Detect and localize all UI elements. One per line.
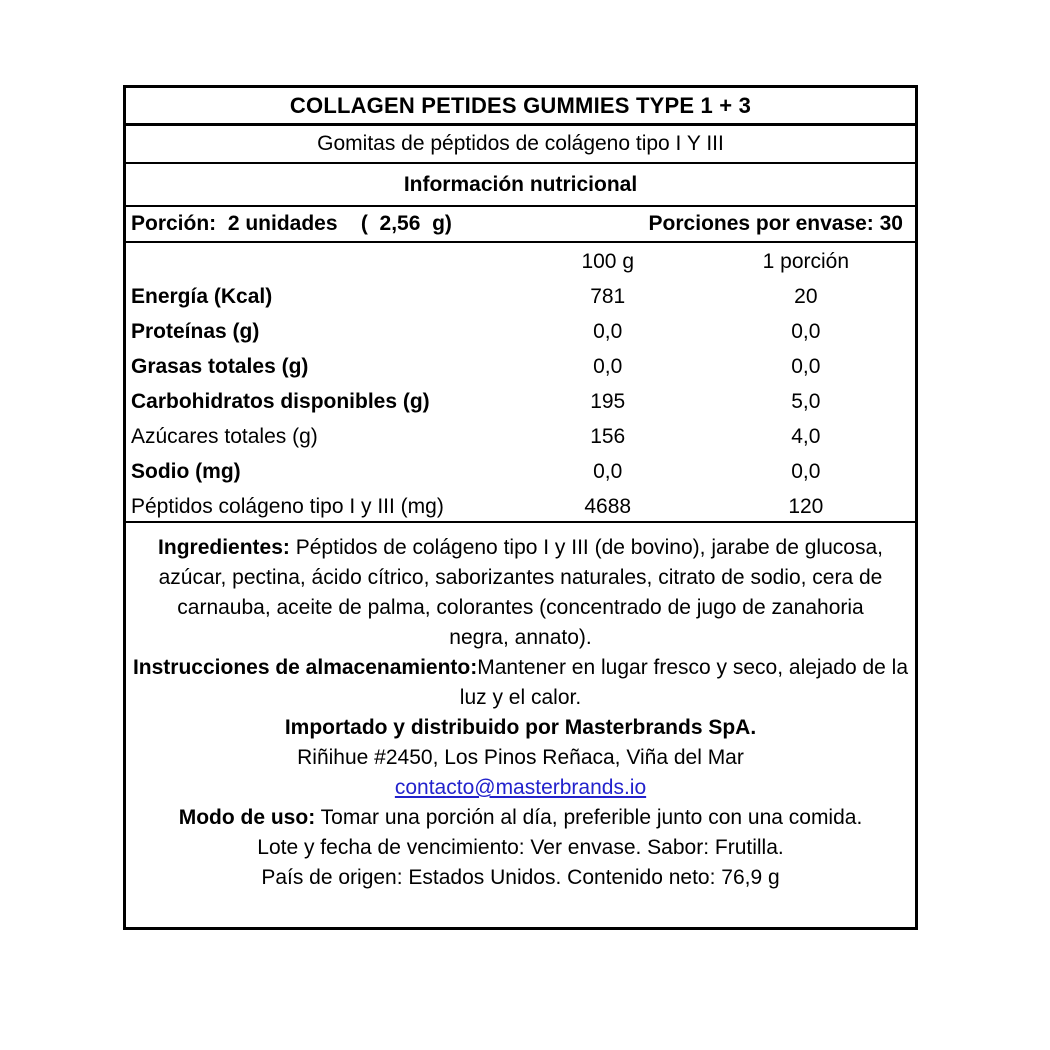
table-row	[126, 489, 915, 524]
product-title	[126, 88, 915, 126]
nutrition-info-header-text: Información nutricional	[403, 172, 638, 196]
row-per100: 156	[590, 424, 626, 448]
row-perserving: 0,0	[791, 354, 821, 378]
row-label: Azúcares totales (g)	[131, 424, 318, 448]
table-row	[126, 314, 915, 349]
nutrition-table-header	[126, 245, 915, 279]
row-label: Sodio (mg)	[131, 459, 241, 483]
nutrition-label	[123, 85, 918, 930]
importer-line: Importado y distribuido por Masterbrands SpA.	[284, 716, 757, 739]
table-row	[126, 419, 915, 454]
row-perserving: 20	[794, 284, 818, 308]
serving-row	[126, 207, 915, 243]
row-per100: 4688	[584, 494, 632, 518]
nutrition-rows	[126, 279, 915, 524]
row-perserving: 5,0	[791, 389, 821, 413]
column-header-100g: 100 g	[581, 250, 635, 273]
table-row	[126, 279, 915, 314]
row-label: Grasas totales (g)	[131, 354, 309, 378]
usage-paragraph	[126, 803, 915, 833]
product-subtitle	[126, 126, 915, 164]
table-row	[126, 384, 915, 419]
table-row	[126, 454, 915, 489]
row-perserving: 120	[788, 494, 824, 518]
storage-text: Mantener en lugar fresco y seco, alejado de la luz y el calor.	[459, 656, 909, 709]
row-perserving: 0,0	[791, 459, 821, 483]
table-row	[126, 349, 915, 384]
row-per100: 0,0	[593, 354, 623, 378]
row-label: Proteínas (g)	[131, 319, 260, 343]
label-footer	[126, 523, 915, 922]
row-per100: 195	[590, 389, 626, 413]
row-label: Carbohidratos disponibles (g)	[131, 389, 430, 413]
portions-per-container: Porciones por envase: 30	[648, 212, 903, 235]
row-per100: 0,0	[593, 319, 623, 343]
address-line: Riñihue #2450, Los Pinos Reñaca, Viña del Mar	[297, 746, 744, 769]
nutrition-table	[126, 243, 915, 523]
row-per100: 781	[590, 284, 626, 308]
storage-label: Instrucciones de almacenamiento:	[132, 656, 478, 679]
usage-text: Tomar una porción al día, preferible junto con una comida.	[315, 806, 863, 829]
contact-email-link[interactable]: contacto@masterbrands.io	[394, 776, 647, 799]
product-subtitle-text: Gomitas de péptidos de colágeno tipo I Y III	[317, 132, 724, 155]
origin-net-line: País de origen: Estados Unidos. Contenido neto: 76,9 g	[261, 866, 780, 889]
ingredients-paragraph	[126, 533, 915, 653]
row-per100: 0,0	[593, 459, 623, 483]
row-label: Péptidos colágeno tipo I y III (mg)	[131, 494, 444, 518]
product-title-text: COLLAGEN PETIDES GUMMIES TYPE 1 + 3	[289, 92, 752, 118]
lot-flavor-line: Lote y fecha de vencimiento: Ver envase. Sabor: Frutilla.	[257, 836, 784, 859]
ingredients-text: Péptidos de colágeno tipo I y III (de bovino), jarabe de glucosa, azúcar, pectina, ácido cítrico, saborizantes naturales, citrato de sodio, cera de carnauba, aceite de palma, colorantes (concentrado de jugo de zanahoria negra, annato).	[158, 536, 883, 649]
row-perserving: 0,0	[791, 319, 821, 343]
usage-label: Modo de uso:	[178, 806, 316, 829]
ingredients-label: Ingredientes:	[158, 536, 290, 559]
storage-paragraph	[126, 653, 915, 713]
column-header-1porcion: 1 porción	[762, 250, 850, 273]
row-perserving: 4,0	[791, 424, 821, 448]
row-label: Energía (Kcal)	[131, 284, 273, 308]
email-line	[126, 773, 915, 803]
nutrition-info-header	[126, 164, 915, 207]
portion-size: Porción: 2 unidades ( 2,56 g)	[131, 212, 452, 235]
